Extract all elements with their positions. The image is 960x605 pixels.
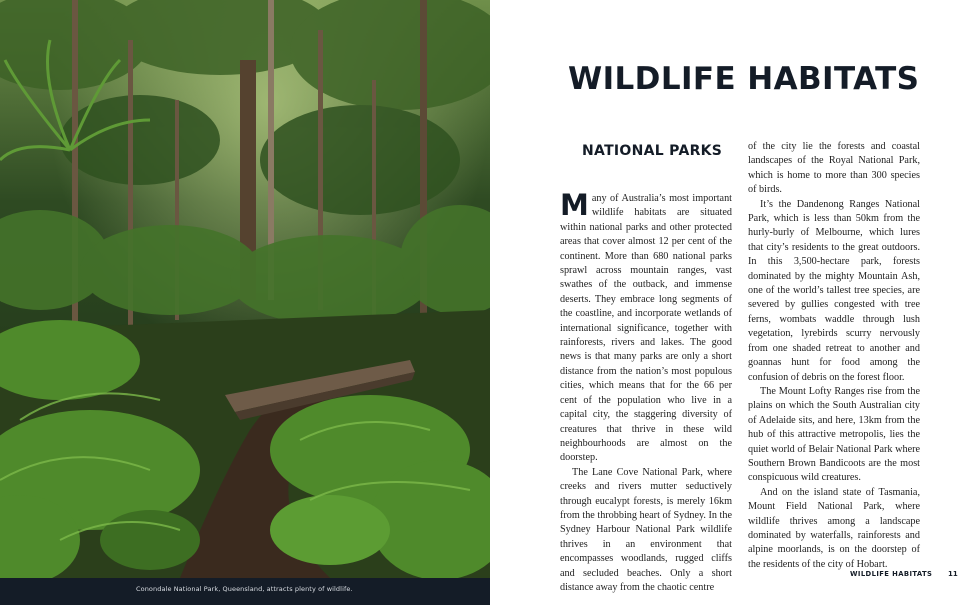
paragraph: And on the island state of Tasmania, Mount Field National Park, where wildlife thrives among a landscape dominated by waterfalls, rainforests and alpine moorlands, is on the doorstep of the residents of the city of Hobart.	[748, 486, 920, 570]
drop-cap: M	[560, 188, 589, 222]
paragraph: The Lane Cove National Park, where creeks and rivers mutter seductively through eucalypt forests, is merely 16km from the throbbing heart of Sydney. In the Sydney Harbour National Park wildlife thrives in an environment that encompasses woodlands, rugged cliffs and secluded beaches. Only a short distance away from the chaotic centre	[560, 466, 732, 593]
photo-caption: Conondale National Park, Queensland, attracts plenty of wildlife.	[136, 585, 353, 593]
running-footer: WILDLIFE HABITATS	[850, 570, 933, 578]
paragraph: The Mount Lofty Ranges rise from the plains on which the South Australian city of Adelaide sits, and here, 13km from the hub of this attractive metropolis, lies the quiet world of Belair National Park where Southern Brown Bandicoots are the most conspicuous wild creatures.	[748, 385, 920, 484]
text-column-2	[748, 140, 920, 572]
page-title: WILDLIFE HABITATS	[568, 61, 920, 97]
section-title: NATIONAL PARKS	[582, 143, 723, 159]
right-page	[490, 0, 960, 605]
text-column-1	[560, 140, 732, 595]
caption-bar	[0, 578, 490, 605]
paragraph	[560, 188, 732, 466]
paragraph: of the city lie the forests and coastal landscapes of the Royal National Park, which is home to more than 300 species of birds.	[748, 141, 920, 196]
page-number: 11	[948, 570, 958, 578]
paragraph-text: any of Australia’s most important wildlife habitats are situated within national parks and other protected areas that cover almost 12 per cent of the continent. More than 680 national parks sprawl across mountain ranges, vast swathes of the outback, and immense deserts. They embrace long segments of the coastline, and incorporate wetlands of international significance, together with rainforests, rivers and lakes. The good news is that many parks are only a short distance from the nation’s most populous cities, which means that for the 66 per cent of the population who live in a capital city, the staggering diversity of creatures that thrive in these wild neighbourhoods are almost on the doorstep.	[560, 193, 732, 464]
paragraph: It’s the Dandenong Ranges National Park, which is less than 50km from the hurly-burly of Melbourne, which lures that city’s residents to the great outdoors. In this 3,500-hectare park, forests dominated by the mighty Mountain Ash, one of the world’s tallest tree species, are severed by gullies congested with tree ferns, wombats waddle through lush vegetation, lyrebirds scurry nervously from one shaded retreat to another and goannas hunt for food among the confusion of debris on the forest floor.	[748, 198, 920, 383]
forest-photo	[0, 0, 490, 578]
